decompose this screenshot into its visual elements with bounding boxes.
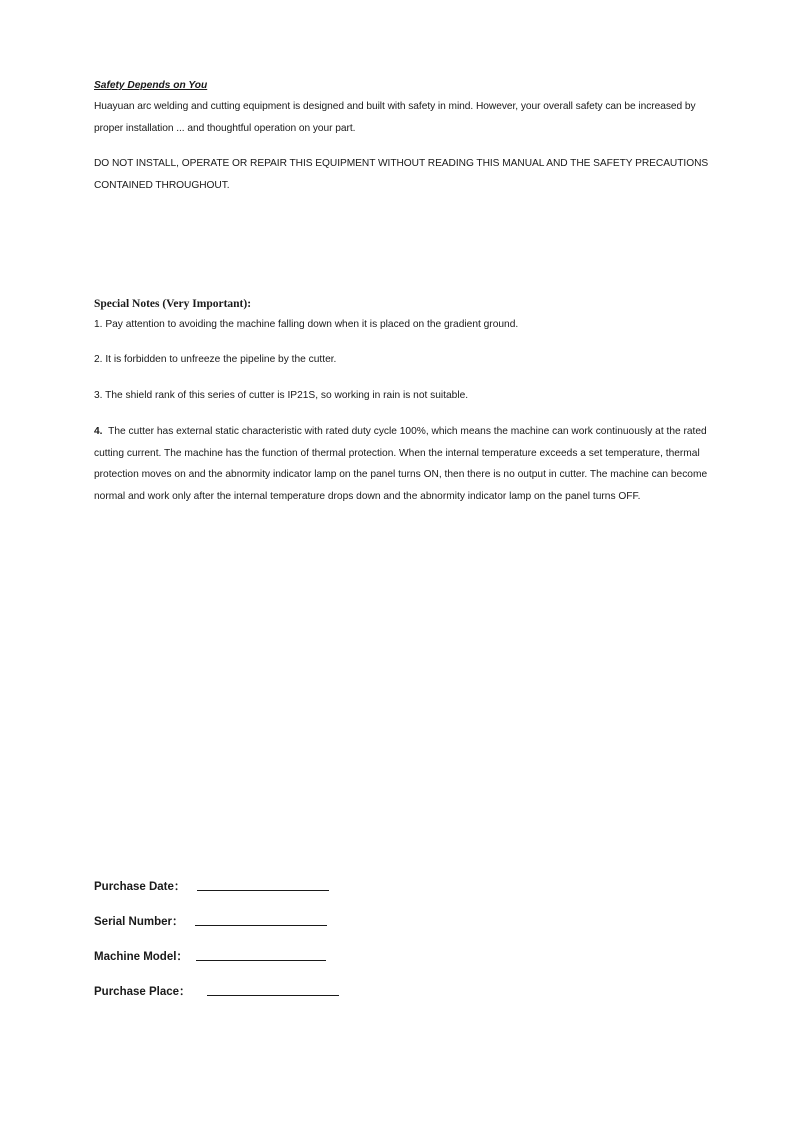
machine-model-field — [94, 948, 326, 966]
serial-number-blank[interactable] — [195, 924, 327, 926]
purchase-place-blank[interactable] — [207, 994, 339, 996]
purchase-place-field — [94, 983, 339, 1001]
note-item-4-text: The cutter has external static characteristic with rated duty cycle 100%, which means the machine can work continuously at the rated cutting current. The machine has the function of thermal protection. When the internal temperature exceeds a set temperature, thermal protection moves on and the abnormity indicator lamp on the panel turns ON, then there is no output in cutter. The machine can become normal and work only after the internal temperature drops down and the abnormity indicator lamp on the panel turns OFF. — [94, 426, 708, 502]
purchase-date-field — [94, 878, 329, 896]
special-notes-heading: Special Notes (Very Important): — [94, 298, 252, 310]
safety-paragraph: Huayuan arc welding and cutting equipment is designed and built with safety in mind. However, your overall safety can be increased by proper installation ... and thoughtful operation on your part. — [94, 101, 696, 134]
note-item-3: 3. The shield rank of this series of cutter is IP21S, so working in rain is not suitable. — [94, 390, 469, 401]
machine-model-label: Machine Model： — [94, 951, 188, 963]
serial-number-label: Serial Number： — [94, 916, 184, 928]
serial-number-field — [94, 913, 327, 931]
safety-heading: Safety Depends on You — [94, 80, 208, 91]
purchase-place-label: Purchase Place： — [94, 986, 191, 998]
machine-model-blank[interactable] — [196, 959, 326, 961]
note-item-2: 2. It is forbidden to unfreeze the pipeline by the cutter. — [94, 354, 337, 365]
safety-warning: DO NOT INSTALL, OPERATE OR REPAIR THIS EQUIPMENT WITHOUT READING THIS MANUAL AND THE SAFETY PRECAUTIONS CONTAINED THROUGHOUT. — [94, 158, 709, 191]
purchase-date-label: Purchase Date： — [94, 881, 186, 893]
note-item-1: 1. Pay attention to avoiding the machine falling down when it is placed on the gradient ground. — [94, 319, 519, 330]
purchase-date-blank[interactable] — [197, 889, 329, 891]
note-item-4 — [94, 421, 722, 507]
note-item-4-number: 4. — [94, 426, 103, 437]
